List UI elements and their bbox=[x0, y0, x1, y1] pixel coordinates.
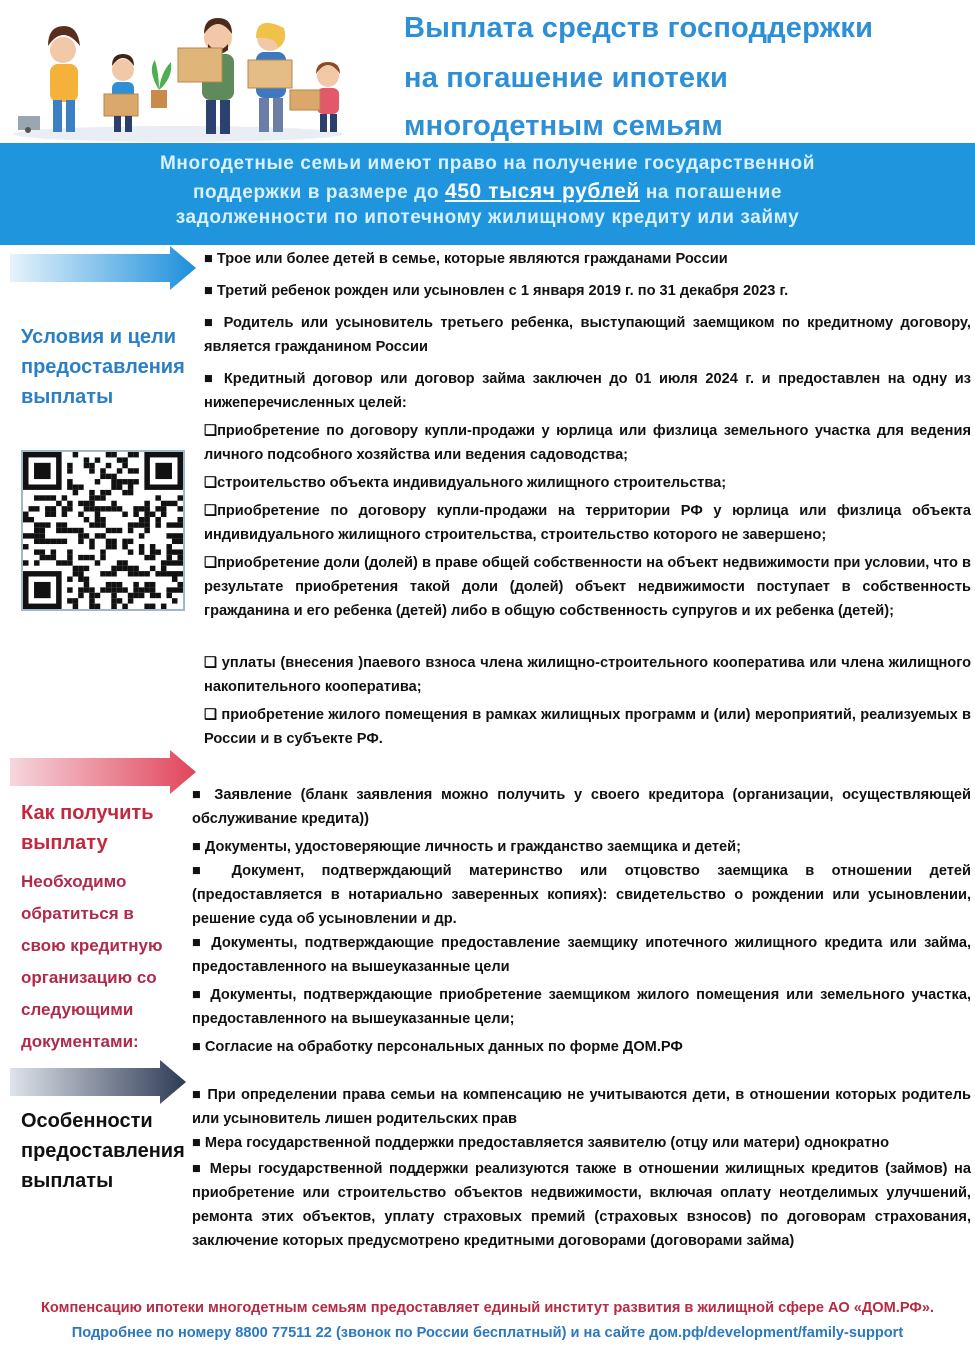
qr-code[interactable] bbox=[21, 450, 185, 611]
features-heading: Особенности предоставления выплаты bbox=[21, 1110, 185, 1192]
condition-item: ■ Трое или более детей в семье, которые являются гражданами России bbox=[204, 251, 728, 267]
banner-line-2 bbox=[0, 180, 975, 204]
banner-line-3: задолженности по ипотечному жилищному кредиту или займу bbox=[175, 207, 800, 228]
condition-goal-item: ❑приобретение по договору купли-продажи у юрлица или физлица земельного участка для ведения личного подсобного хозяйства или ведения садоводства; bbox=[204, 423, 971, 463]
condition-item: ■ Третий ребенок рожден или усыновлен с 1 января 2019 г. по 31 декабря 2023 г. bbox=[204, 283, 789, 299]
page-title-line-3: многодетным семьям bbox=[404, 110, 723, 142]
condition-goal-item: ❑приобретение по договору купли-продажи на территории РФ у юрлица или физлица объекта индивидуального жилищного строительства, строительство которого не завершено; bbox=[204, 503, 971, 543]
feature-item: ■ Мера государственной поддержки предоставляется заявителю (отцу или матери) однократно bbox=[192, 1135, 890, 1151]
red-arrow-icon bbox=[10, 750, 196, 794]
document-item: ■ Документы, подтверждающие приобретение заемщиком жилого помещения или земельного участка, предоставленного на вышеуказанные цели; bbox=[192, 987, 971, 1027]
info-banner bbox=[0, 143, 975, 245]
condition-item: ■ Родитель или усыновитель третьего ребенка, выступающий заемщиком по кредитному договору, является гражданином России bbox=[204, 315, 971, 355]
banner-line-1: Многодетные семьи имеют право на получение государственной bbox=[159, 153, 816, 174]
document-item: ■ Документ, подтверждающий материнство или отцовство заемщика в отношении детей (предоставляется в нотариально заверенных копиях): свидетельство о рождении или усыновлении, решение суда об усыновлении и др. bbox=[192, 863, 971, 927]
document-item: ■ Документы, удостоверяющие личность и гражданство заемщика и детей; bbox=[192, 839, 742, 855]
footer-contact-link[interactable]: Подробнее по номеру 8800 77511 22 (звонок по России бесплатный) и на сайте дом.рф/development/family-support bbox=[71, 1325, 904, 1341]
conditions-heading: Условия и цели предоставления выплаты bbox=[21, 326, 185, 408]
banner-line-2-pre: поддержки в размере до bbox=[192, 182, 440, 203]
condition-goal-item: ❑ уплаты (внесения )паевого взноса члена жилищно-строительного кооператива или члена жилищного накопительного кооператива; bbox=[204, 655, 971, 695]
page-title-line-1: Выплата средств господдержки bbox=[404, 12, 874, 44]
footer-provider-note: Компенсацию ипотеки многодетным семьям предоставляет единый институт развития в жилищной сфере АО «ДОМ.РФ». bbox=[41, 1300, 934, 1316]
feature-item: ■ При определении права семьи на компенсацию не учитываются дети, в отношении которых родитель или усыновитель лишен родительских прав bbox=[192, 1087, 971, 1127]
document-item: ■ Документы, подтверждающие предоставление заемщику ипотечного жилищного кредита или займа, предоставленного на вышеуказанные цели bbox=[192, 935, 971, 975]
condition-item: ■ Кредитный договор или договор займа заключен до 01 июля 2024 г. и предоставлен на одну из нижеперечисленных целей: bbox=[204, 371, 971, 411]
blue-arrow-icon bbox=[10, 246, 196, 290]
banner-line-2-post: на погашение bbox=[645, 182, 783, 203]
document-item: ■ Заявление (бланк заявления можно получить у своего кредитора (организации, осуществляющей обслуживание кредита)) bbox=[192, 787, 971, 827]
banner-amount-highlight: 450 тысяч рублей bbox=[444, 180, 640, 203]
dark-arrow-icon bbox=[10, 1060, 186, 1104]
condition-goal-item: ❑приобретение доли (долей) в праве общей собственности на объект недвижимости при условии, что в результате приобретения такой доли (долей) объект недвижимости поступает в собственность гражданина и его ребенка (детей) либо в общую собственность супругов и их ребенка (детей); bbox=[204, 555, 971, 619]
page-title-line-2: на погашение ипотеки bbox=[404, 62, 728, 94]
feature-item: ■ Меры государственной поддержки реализуются также в отношении жилищных кредитов (займов) на приобретение или строительство объектов недвижимости, включая оплату неотделимых улучшений, ремонта этих объектов, уплату страховых премий (страховых взносов) по договорам страхования, заключение которых предусмотрено кредитными договорами (договорами займа) bbox=[192, 1161, 971, 1249]
family-illustration bbox=[8, 8, 353, 143]
how-to-heading: Как получить выплату bbox=[21, 802, 154, 854]
condition-goal-item: ❑ приобретение жилого помещения в рамках жилищных программ и (или) мероприятий, реализуемых в России и в субъекте РФ. bbox=[204, 707, 971, 747]
condition-goal-item: ❑строительство объекта индивидуального жилищного строительства; bbox=[204, 475, 727, 491]
how-to-subheading: Необходимо обратиться в свою кредитную организацию со следующими документами: bbox=[21, 872, 163, 1051]
document-item: ■ Согласие на обработку персональных данных по форме ДОМ.РФ bbox=[192, 1039, 683, 1055]
